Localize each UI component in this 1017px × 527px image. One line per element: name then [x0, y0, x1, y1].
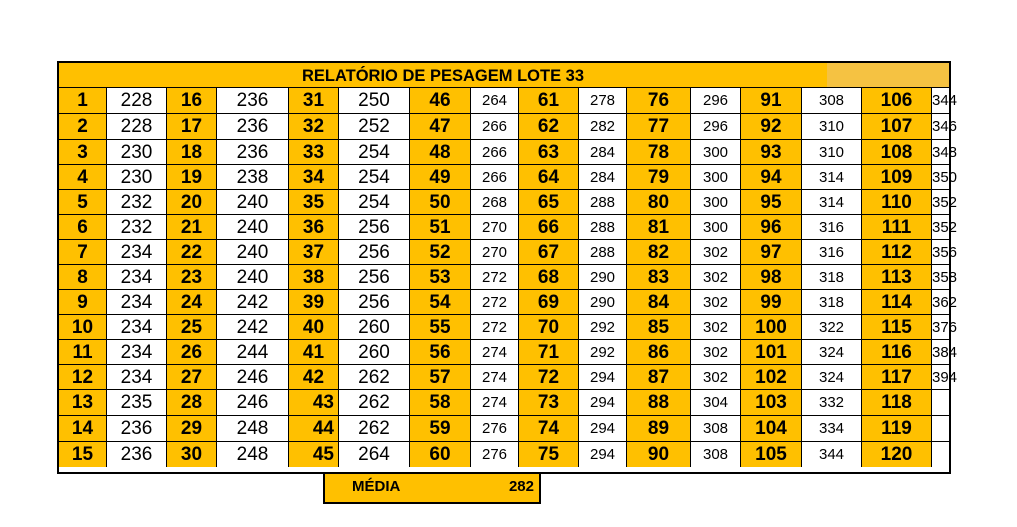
animal-number: 15 — [59, 442, 107, 467]
weight-value: 314 — [802, 190, 862, 215]
animal-number: 11 — [59, 340, 107, 365]
weight-value: 358 — [932, 265, 949, 290]
animal-number: 103 — [741, 390, 802, 416]
weight-value: 278 — [579, 88, 627, 114]
weight-value: 256 — [339, 265, 410, 290]
weight-value: 240 — [217, 190, 289, 215]
weight-value: 300 — [691, 165, 741, 190]
animal-number: 105 — [741, 442, 802, 467]
animal-number: 47 — [410, 114, 471, 140]
animal-number: 35 — [289, 190, 339, 215]
animal-number: 80 — [627, 190, 691, 215]
weight-value: 290 — [579, 265, 627, 290]
animal-number: 107 — [862, 114, 932, 140]
weight-value: 302 — [691, 290, 741, 315]
animal-number: 110 — [862, 190, 932, 215]
weight-value: 284 — [579, 165, 627, 190]
weight-value: 316 — [802, 240, 862, 265]
animal-number: 113 — [862, 265, 932, 290]
average-box — [323, 474, 541, 504]
animal-number: 117 — [862, 365, 932, 390]
animal-number: 29 — [167, 416, 217, 442]
animal-number: 66 — [519, 215, 579, 240]
animal-number: 6 — [59, 215, 107, 240]
animal-number: 43 — [289, 390, 339, 416]
animal-number: 92 — [741, 114, 802, 140]
weight-value: 242 — [217, 315, 289, 340]
weights-grid — [59, 88, 958, 472]
animal-number: 104 — [741, 416, 802, 442]
weight-value: 310 — [802, 114, 862, 140]
animal-number: 20 — [167, 190, 217, 215]
weight-value: 288 — [579, 190, 627, 215]
animal-number: 4 — [59, 165, 107, 190]
animal-number: 9 — [59, 290, 107, 315]
title-row — [59, 63, 949, 88]
animal-number: 93 — [741, 140, 802, 165]
animal-number: 57 — [410, 365, 471, 390]
weight-value: 314 — [802, 165, 862, 190]
weight-value: 376 — [932, 315, 949, 340]
animal-number: 30 — [167, 442, 217, 467]
weight-value: 302 — [691, 265, 741, 290]
weight-value: 230 — [107, 140, 167, 165]
weight-value: 348 — [932, 140, 949, 165]
weight-value: 248 — [217, 442, 289, 467]
animal-number: 97 — [741, 240, 802, 265]
animal-number: 54 — [410, 290, 471, 315]
weight-value: 266 — [471, 140, 519, 165]
animal-number: 98 — [741, 265, 802, 290]
weight-value: 250 — [339, 88, 410, 114]
weight-value: 232 — [107, 190, 167, 215]
weight-value: 234 — [107, 365, 167, 390]
title-band-right — [827, 63, 949, 87]
animal-number: 1 — [59, 88, 107, 114]
animal-number: 111 — [862, 215, 932, 240]
animal-number: 102 — [741, 365, 802, 390]
weight-value: 264 — [471, 88, 519, 114]
animal-number: 108 — [862, 140, 932, 165]
weight-value: 308 — [691, 442, 741, 467]
weight-value: 302 — [691, 240, 741, 265]
average-label: MÉDIA — [352, 478, 401, 495]
animal-number: 79 — [627, 165, 691, 190]
weight-value: 284 — [579, 140, 627, 165]
weight-value: 302 — [691, 340, 741, 365]
weight-value: 240 — [217, 215, 289, 240]
animal-number: 26 — [167, 340, 217, 365]
weight-value: 318 — [802, 290, 862, 315]
animal-number: 59 — [410, 416, 471, 442]
weight-value: 346 — [932, 114, 949, 140]
weight-value — [932, 390, 949, 416]
animal-number: 7 — [59, 240, 107, 265]
animal-number: 73 — [519, 390, 579, 416]
weight-value: 262 — [339, 365, 410, 390]
animal-number: 116 — [862, 340, 932, 365]
animal-number: 89 — [627, 416, 691, 442]
animal-number: 39 — [289, 290, 339, 315]
weight-value: 292 — [579, 340, 627, 365]
weight-value: 236 — [217, 88, 289, 114]
animal-number: 8 — [59, 265, 107, 290]
animal-number: 38 — [289, 265, 339, 290]
weight-value: 228 — [107, 114, 167, 140]
animal-number: 3 — [59, 140, 107, 165]
animal-number: 10 — [59, 315, 107, 340]
weight-value: 262 — [339, 390, 410, 416]
animal-number: 86 — [627, 340, 691, 365]
animal-number: 95 — [741, 190, 802, 215]
animal-number: 58 — [410, 390, 471, 416]
weight-value: 276 — [471, 416, 519, 442]
weighing-report-sheet — [57, 61, 958, 474]
animal-number: 70 — [519, 315, 579, 340]
animal-number: 68 — [519, 265, 579, 290]
weight-value: 294 — [579, 365, 627, 390]
weight-value: 234 — [107, 340, 167, 365]
weight-value: 322 — [802, 315, 862, 340]
weight-value: 230 — [107, 165, 167, 190]
weight-value: 254 — [339, 165, 410, 190]
animal-number: 42 — [289, 365, 339, 390]
animal-number: 2 — [59, 114, 107, 140]
weight-value: 310 — [802, 140, 862, 165]
animal-number: 67 — [519, 240, 579, 265]
animal-number: 71 — [519, 340, 579, 365]
weight-value: 272 — [471, 315, 519, 340]
weight-value: 282 — [579, 114, 627, 140]
weight-value: 268 — [471, 190, 519, 215]
weight-value: 236 — [107, 416, 167, 442]
animal-number: 53 — [410, 265, 471, 290]
weight-value: 234 — [107, 290, 167, 315]
weight-value: 260 — [339, 315, 410, 340]
weight-value: 296 — [691, 114, 741, 140]
weight-value: 324 — [802, 340, 862, 365]
animal-number: 118 — [862, 390, 932, 416]
animal-number: 82 — [627, 240, 691, 265]
weight-value: 352 — [932, 215, 949, 240]
animal-number: 109 — [862, 165, 932, 190]
animal-number: 65 — [519, 190, 579, 215]
weight-value: 256 — [339, 240, 410, 265]
weight-value: 276 — [471, 442, 519, 467]
animal-number: 88 — [627, 390, 691, 416]
animal-number: 114 — [862, 290, 932, 315]
weight-value: 296 — [691, 88, 741, 114]
weight-value: 324 — [802, 365, 862, 390]
weight-value: 300 — [691, 215, 741, 240]
animal-number: 40 — [289, 315, 339, 340]
animal-number: 83 — [627, 265, 691, 290]
weight-value: 292 — [579, 315, 627, 340]
weight-value: 234 — [107, 315, 167, 340]
weight-value: 308 — [802, 88, 862, 114]
weight-value: 246 — [217, 390, 289, 416]
animal-number: 23 — [167, 265, 217, 290]
animal-number: 18 — [167, 140, 217, 165]
animal-number: 78 — [627, 140, 691, 165]
animal-number: 74 — [519, 416, 579, 442]
animal-number: 34 — [289, 165, 339, 190]
animal-number: 84 — [627, 290, 691, 315]
animal-number: 31 — [289, 88, 339, 114]
weight-value: 262 — [339, 416, 410, 442]
animal-number: 56 — [410, 340, 471, 365]
weight-value: 334 — [802, 416, 862, 442]
average-value: 282 — [508, 478, 534, 495]
weight-value: 356 — [932, 240, 949, 265]
animal-number: 44 — [289, 416, 339, 442]
weight-value: 244 — [217, 340, 289, 365]
animal-number: 50 — [410, 190, 471, 215]
animal-number: 49 — [410, 165, 471, 190]
weight-value: 266 — [471, 165, 519, 190]
animal-number: 5 — [59, 190, 107, 215]
animal-number: 81 — [627, 215, 691, 240]
animal-number: 41 — [289, 340, 339, 365]
weight-value: 256 — [339, 215, 410, 240]
weight-value: 394 — [932, 365, 949, 390]
animal-number: 36 — [289, 215, 339, 240]
weight-value: 242 — [217, 290, 289, 315]
animal-number: 106 — [862, 88, 932, 114]
weight-value: 236 — [217, 114, 289, 140]
animal-number: 61 — [519, 88, 579, 114]
weight-value: 272 — [471, 265, 519, 290]
weight-value: 236 — [217, 140, 289, 165]
weight-value: 228 — [107, 88, 167, 114]
weight-value: 264 — [339, 442, 410, 467]
weight-value: 254 — [339, 190, 410, 215]
animal-number: 46 — [410, 88, 471, 114]
animal-number: 99 — [741, 290, 802, 315]
weight-value: 300 — [691, 140, 741, 165]
weight-value: 302 — [691, 315, 741, 340]
animal-number: 28 — [167, 390, 217, 416]
animal-number: 94 — [741, 165, 802, 190]
animal-number: 91 — [741, 88, 802, 114]
animal-number: 32 — [289, 114, 339, 140]
weight-value: 294 — [579, 442, 627, 467]
weight-value: 254 — [339, 140, 410, 165]
weight-value: 274 — [471, 365, 519, 390]
animal-number: 19 — [167, 165, 217, 190]
animal-number: 62 — [519, 114, 579, 140]
weight-value: 248 — [217, 416, 289, 442]
weight-value: 238 — [217, 165, 289, 190]
animal-number: 120 — [862, 442, 932, 467]
weight-value: 384 — [932, 340, 949, 365]
animal-number: 72 — [519, 365, 579, 390]
animal-number: 45 — [289, 442, 339, 467]
animal-number: 69 — [519, 290, 579, 315]
weight-value: 316 — [802, 215, 862, 240]
animal-number: 16 — [167, 88, 217, 114]
animal-number: 100 — [741, 315, 802, 340]
animal-number: 112 — [862, 240, 932, 265]
animal-number: 27 — [167, 365, 217, 390]
animal-number: 90 — [627, 442, 691, 467]
weight-value: 234 — [107, 265, 167, 290]
weight-value: 236 — [107, 442, 167, 467]
animal-number: 17 — [167, 114, 217, 140]
weight-value: 352 — [932, 190, 949, 215]
animal-number: 13 — [59, 390, 107, 416]
weight-value: 288 — [579, 215, 627, 240]
animal-number: 75 — [519, 442, 579, 467]
weight-value: 260 — [339, 340, 410, 365]
animal-number: 12 — [59, 365, 107, 390]
animal-number: 96 — [741, 215, 802, 240]
animal-number: 115 — [862, 315, 932, 340]
weight-value: 240 — [217, 240, 289, 265]
weight-value: 362 — [932, 290, 949, 315]
weight-value: 344 — [802, 442, 862, 467]
animal-number: 77 — [627, 114, 691, 140]
animal-number: 52 — [410, 240, 471, 265]
animal-number: 25 — [167, 315, 217, 340]
report-title: RELATÓRIO DE PESAGEM LOTE 33 — [301, 67, 585, 85]
weight-value — [932, 416, 949, 442]
weight-value: 270 — [471, 240, 519, 265]
weight-value: 235 — [107, 390, 167, 416]
weight-value: 274 — [471, 390, 519, 416]
weight-value: 234 — [107, 240, 167, 265]
animal-number: 14 — [59, 416, 107, 442]
weight-value: 256 — [339, 290, 410, 315]
weight-value: 288 — [579, 240, 627, 265]
animal-number: 60 — [410, 442, 471, 467]
animal-number: 119 — [862, 416, 932, 442]
weight-value: 302 — [691, 365, 741, 390]
animal-number: 85 — [627, 315, 691, 340]
weight-value: 344 — [932, 88, 949, 114]
weight-value — [932, 442, 949, 467]
animal-number: 51 — [410, 215, 471, 240]
weight-value: 272 — [471, 290, 519, 315]
weight-value: 252 — [339, 114, 410, 140]
animal-number: 33 — [289, 140, 339, 165]
animal-number: 37 — [289, 240, 339, 265]
animal-number: 64 — [519, 165, 579, 190]
weight-value: 300 — [691, 190, 741, 215]
weight-value: 308 — [691, 416, 741, 442]
animal-number: 21 — [167, 215, 217, 240]
weight-value: 270 — [471, 215, 519, 240]
animal-number: 63 — [519, 140, 579, 165]
weight-value: 318 — [802, 265, 862, 290]
animal-number: 101 — [741, 340, 802, 365]
weight-value: 266 — [471, 114, 519, 140]
weight-value: 232 — [107, 215, 167, 240]
weight-value: 240 — [217, 265, 289, 290]
weight-value: 304 — [691, 390, 741, 416]
weight-value: 332 — [802, 390, 862, 416]
weight-value: 246 — [217, 365, 289, 390]
animal-number: 48 — [410, 140, 471, 165]
weight-value: 294 — [579, 390, 627, 416]
animal-number: 76 — [627, 88, 691, 114]
weight-value: 274 — [471, 340, 519, 365]
weight-value: 294 — [579, 416, 627, 442]
animal-number: 22 — [167, 240, 217, 265]
weight-value: 350 — [932, 165, 949, 190]
animal-number: 87 — [627, 365, 691, 390]
animal-number: 24 — [167, 290, 217, 315]
animal-number: 55 — [410, 315, 471, 340]
weight-value: 290 — [579, 290, 627, 315]
